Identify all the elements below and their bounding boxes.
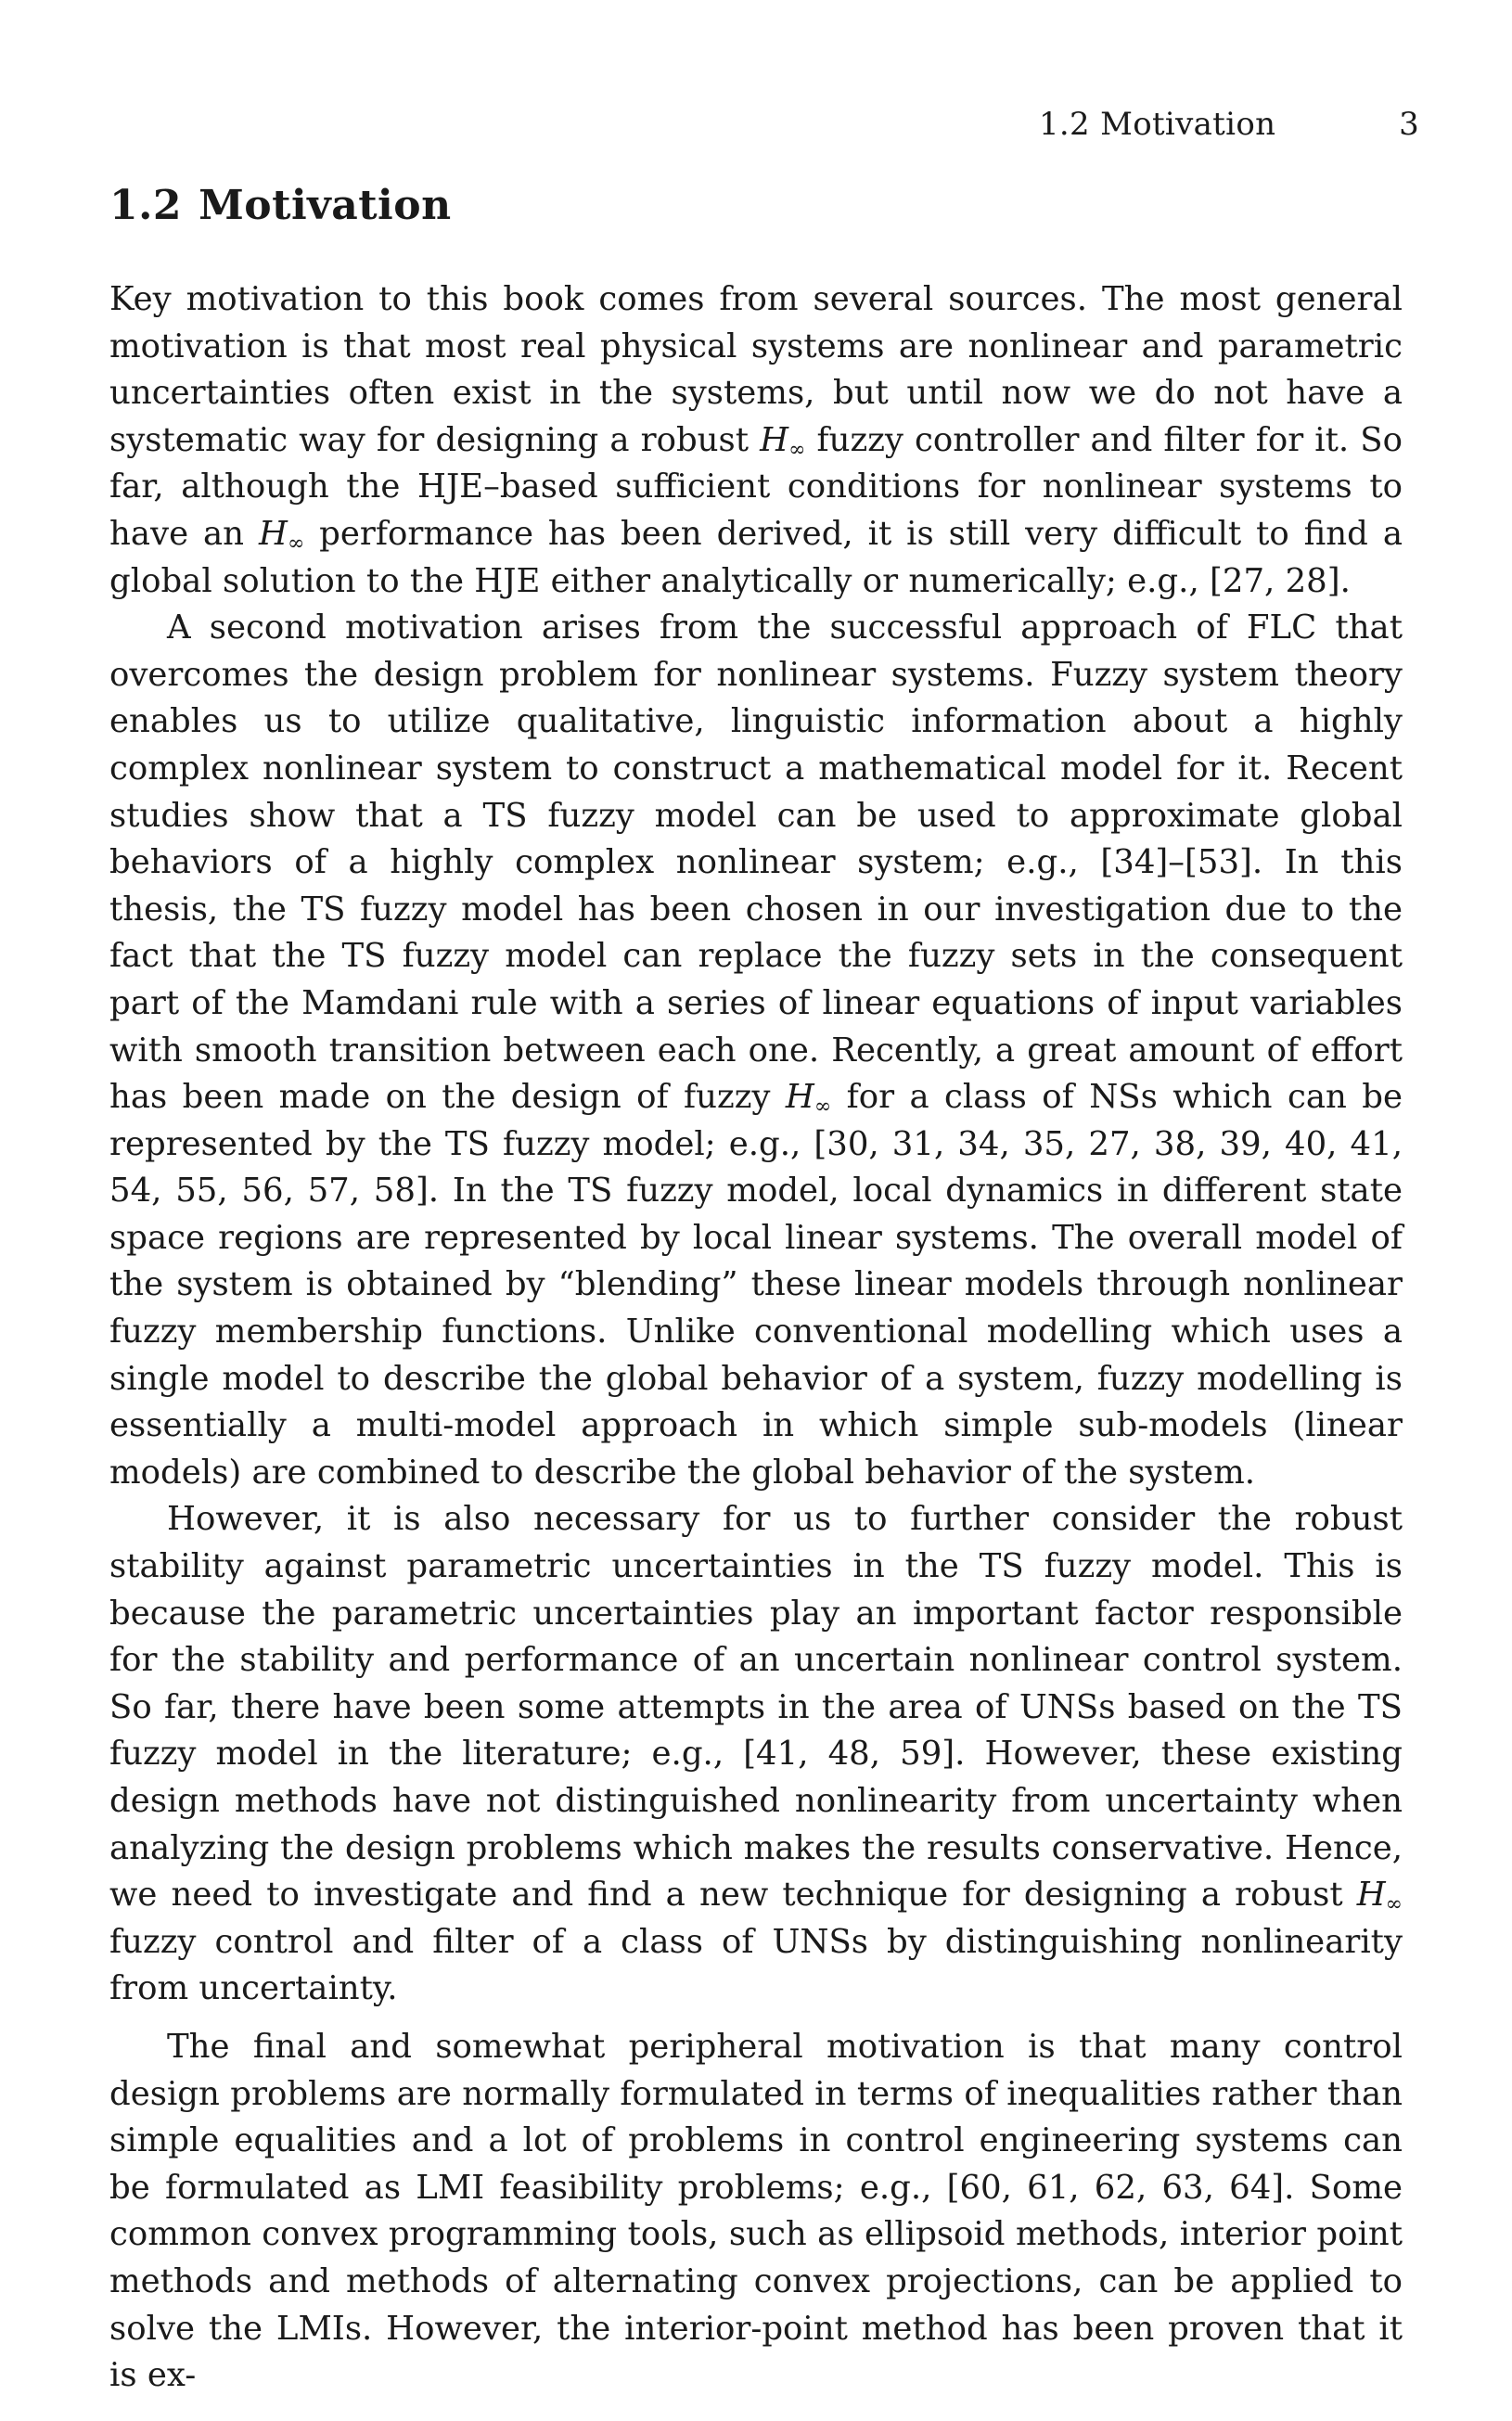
paragraph-text: fuzzy controller and filter for it. So far, although the HJE–based sufficient conditions for nonlinear systems to have an: [109, 420, 1403, 553]
paragraph-text: A second motivation arises from the successful approach of FLC that overcomes the design problem for nonlinear systems. Fuzzy system theory enables us to utilize qualitative, linguistic information about a highly complex nonlinear system to construct a mathematical model for it. Recent studies show that a TS fuzzy model can be used to approximate global behaviors of a highly complex nonlinear system; e.g., [34]–[53]. In this thesis, the TS fuzzy model has been chosen in our investigation due to the fact that the TS fuzzy model can replace the fuzzy sets in the consequent part of the Mamdani rule with a series of linear equations of input variables with smooth transition between each one. Recently, a great amount of effort has been made on the design of fuzzy: [109, 608, 1403, 1117]
paragraph-2: [109, 605, 1403, 1496]
paragraph-text: However, it is also necessary for us to further consider the robust stability against parametric uncertainties in the TS fuzzy model. This is because the parametric uncertainties play an important factor responsible for the stability and performance of an uncertain nonlinear control system. So far, there have been some attempts in the area of UNSs based on the TS fuzzy model in the literature; e.g., [41, 48, 59]. However, these existing design methods have not distinguished nonlinearity from uncertainty when analyzing the design problems which makes the results conservative. Hence, we need to investigate and find a new technique for designing a robust: [109, 1500, 1403, 1915]
page-number: 3: [1399, 106, 1419, 143]
running-head-section: 1.2 Motivation: [1039, 106, 1276, 143]
h-infinity-symbol: $H_\infty$: [258, 514, 305, 556]
h-infinity-symbol: $H_\infty$: [760, 420, 806, 462]
h-infinity-symbol: $H_\infty$: [785, 1078, 832, 1119]
paragraph-text: performance has been derived, it is still very difficult to find a global solution to the HJE either analytically or numerically; e.g., [27, 28].: [109, 514, 1403, 600]
paragraph-text: Key motivation to this book comes from several sources. The most general motivation is that most real physical systems are nonlinear and parametric uncertainties often exist in the systems, but until now we do not have a systematic way for designing a robust: [109, 280, 1403, 459]
body-text: [109, 276, 1403, 2400]
paragraph-3: [109, 1496, 1403, 2013]
paragraph-text: The final and somewhat peripheral motivation is that many control design problems are normally formulated in terms of inequalities rather than simple equalities and a lot of problems in control engineering systems can be formulated as LMI feasibility problems; e.g., [60, 61, 62, 63, 64]. Some common convex programming tools, such as ellipsoid methods, interior point methods and methods of alternating convex projections, can be applied to solve the LMIs. However, the interior-point method has been proven that it is ex-: [109, 2027, 1403, 2395]
section-title: Motivation: [199, 182, 452, 229]
paragraph-text: fuzzy control and filter of a class of UNSs by distinguishing nonlinearity from uncertainty.: [109, 1922, 1403, 2008]
paragraph-1: [109, 276, 1403, 605]
h-infinity-symbol: $H_\infty$: [1356, 1876, 1403, 1916]
paragraph-4: [109, 2024, 1403, 2400]
section-number: 1.2: [109, 182, 183, 229]
running-head: [1039, 104, 1419, 145]
section-heading: [109, 182, 452, 229]
paragraph-text: for a class of NSs which can be represented by the TS fuzzy model; e.g., [30, 31, 34, 35, 27, 38, 39, 40, 41, 54, 55, 56, 57, 58]. In the TS fuzzy model, local dynamics in different state space regions are represented by local linear systems. The overall model of the system is obtained by “blending” these linear models through nonlinear fuzzy membership functions. Unlike conventional modelling which uses a single model to describe the global behavior of a system, fuzzy modelling is essentially a multi-model approach in which simple sub-models (linear models) are combined to describe the global behavior of the system.: [109, 1078, 1403, 1492]
